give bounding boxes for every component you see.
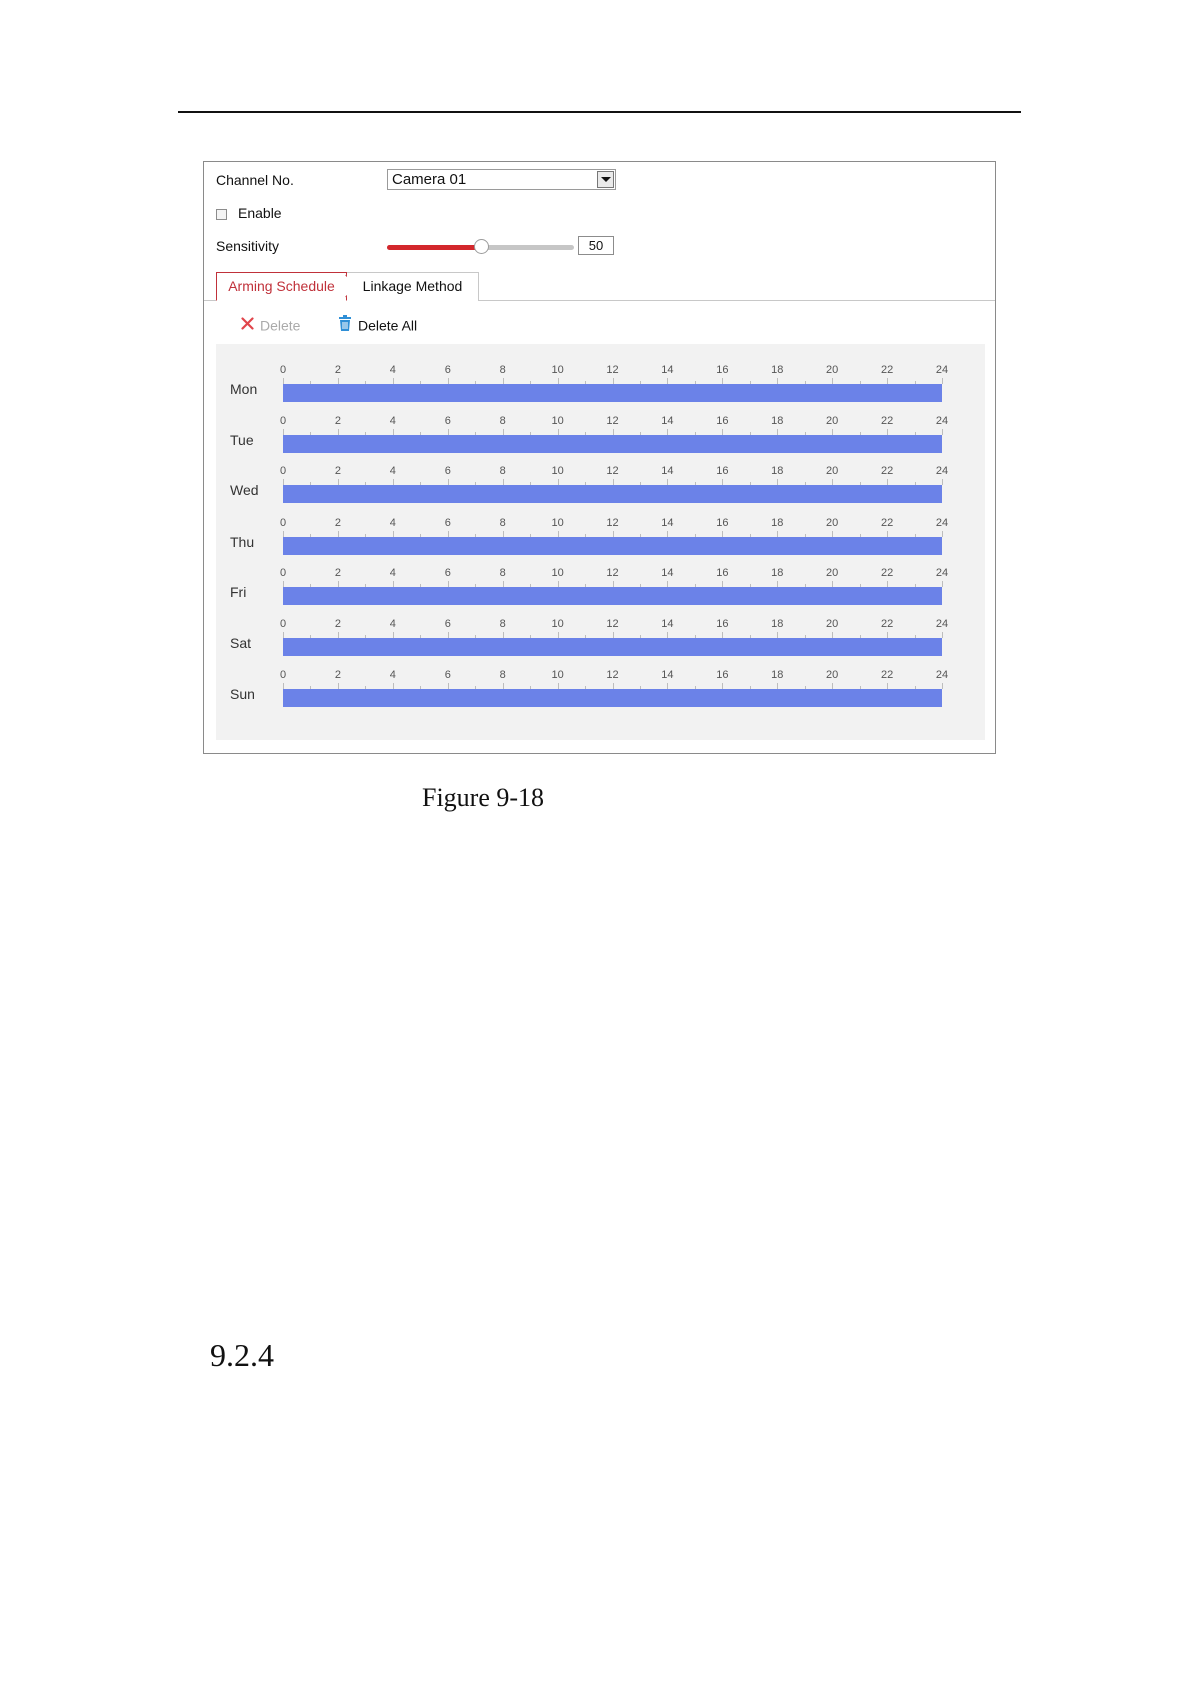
hour-tick-label: 16 (716, 669, 729, 681)
hour-tick-label: 4 (389, 364, 396, 376)
hour-tick-label: 14 (661, 517, 674, 529)
hour-tick-label: 0 (279, 364, 287, 376)
hour-tick-label: 2 (334, 465, 341, 477)
hour-tick-label: 6 (444, 465, 451, 477)
hour-tick-label: 2 (334, 517, 341, 529)
hour-tick-label: 2 (334, 669, 341, 681)
hour-tick-label: 6 (444, 415, 451, 427)
schedule-row (216, 517, 985, 565)
channel-select-value: Camera 01 (392, 171, 467, 188)
hour-tick-label: 6 (444, 517, 451, 529)
hour-tick-label: 24 (935, 669, 949, 681)
hour-tick-label: 12 (606, 618, 619, 630)
hour-tick-label: 4 (389, 669, 396, 681)
sensitivity-label: Sensitivity (216, 238, 280, 254)
time-axis (279, 618, 949, 638)
hour-tick-label: 6 (444, 567, 451, 579)
hour-tick-label: 22 (880, 415, 894, 427)
day-label: Sun (230, 686, 255, 702)
time-axis (279, 415, 949, 435)
hour-tick-label: 12 (606, 364, 619, 376)
hour-tick (942, 581, 943, 587)
arming-schedule-grid (216, 344, 985, 740)
hour-tick-label: 4 (389, 465, 396, 477)
time-axis (279, 517, 949, 537)
hour-tick-label: 14 (661, 669, 674, 681)
hour-tick-label: 10 (551, 465, 564, 477)
hour-tick-label: 10 (551, 517, 564, 529)
hour-tick-label: 22 (880, 567, 894, 579)
hour-tick-label: 16 (716, 567, 729, 579)
day-label: Fri (230, 584, 247, 600)
hour-tick-label: 2 (334, 618, 341, 630)
schedule-time-bar[interactable] (283, 587, 942, 605)
hour-tick-label: 0 (279, 415, 287, 427)
hour-tick-label: 20 (826, 465, 839, 477)
channel-select[interactable] (387, 169, 616, 190)
hour-tick-label: 8 (499, 567, 506, 579)
hour-tick-label: 4 (389, 618, 396, 630)
hour-tick-label: 8 (499, 517, 506, 529)
hour-tick-label: 12 (606, 415, 619, 427)
schedule-time-bar[interactable] (283, 485, 942, 503)
hour-tick (942, 429, 943, 435)
hour-tick (942, 479, 943, 485)
day-label: Thu (230, 534, 255, 550)
time-axis (279, 364, 949, 384)
hour-tick-label: 12 (606, 669, 619, 681)
hour-tick-label: 8 (499, 364, 506, 376)
hour-tick-label: 10 (551, 415, 564, 427)
hour-tick-label: 18 (771, 364, 784, 376)
hour-tick-label: 24 (935, 364, 949, 376)
schedule-time-bar[interactable] (283, 638, 942, 656)
trash-icon (338, 315, 352, 335)
hour-tick-label: 22 (880, 618, 894, 630)
hour-tick-label: 0 (279, 567, 287, 579)
schedule-row (216, 364, 985, 412)
hour-tick-label: 14 (661, 415, 674, 427)
hour-tick-label: 4 (389, 415, 396, 427)
hour-tick-label: 16 (716, 364, 729, 376)
hour-tick-label: 24 (935, 517, 949, 529)
hour-tick-label: 8 (499, 618, 506, 630)
hour-tick-label: 24 (935, 415, 949, 427)
sensitivity-value-field[interactable]: 50 (578, 236, 614, 255)
hour-tick-label: 6 (444, 364, 451, 376)
hour-tick-label: 24 (935, 465, 949, 477)
enable-checkbox[interactable] (216, 209, 227, 220)
time-axis (279, 465, 949, 485)
header-rule (178, 111, 1021, 113)
hour-tick-label: 16 (716, 465, 729, 477)
hour-tick-label: 8 (499, 669, 506, 681)
x-icon (241, 316, 254, 334)
hour-tick-label: 12 (606, 465, 619, 477)
hour-tick-label: 24 (935, 567, 949, 579)
hour-tick-label: 22 (880, 364, 894, 376)
hour-tick-label: 0 (279, 465, 287, 477)
hour-tick (942, 632, 943, 638)
hour-tick-label: 16 (716, 618, 729, 630)
hour-tick-label: 2 (334, 364, 341, 376)
sensitivity-slider-handle[interactable] (474, 239, 489, 254)
hour-tick-label: 22 (880, 465, 894, 477)
hour-tick-label: 2 (334, 415, 341, 427)
hour-tick-label: 16 (716, 517, 729, 529)
schedule-row (216, 465, 985, 513)
time-axis (279, 669, 949, 689)
hour-tick-label: 14 (661, 465, 674, 477)
hour-tick-label: 20 (826, 567, 839, 579)
hour-tick-label: 0 (279, 517, 287, 529)
hour-tick-label: 16 (716, 415, 729, 427)
hour-tick-label: 6 (444, 618, 451, 630)
hour-tick-label: 8 (499, 415, 506, 427)
hour-tick-label: 14 (661, 364, 674, 376)
delete-button[interactable] (241, 315, 300, 333)
hour-tick-label: 18 (771, 669, 784, 681)
hour-tick-label: 0 (279, 618, 287, 630)
schedule-time-bar[interactable] (283, 689, 942, 707)
schedule-time-bar[interactable] (283, 435, 942, 453)
hour-tick-label: 10 (551, 669, 564, 681)
hour-tick-label: 18 (771, 465, 784, 477)
hour-tick-label: 10 (551, 567, 564, 579)
delete-all-button[interactable] (338, 315, 417, 333)
hour-tick-label: 6 (444, 669, 451, 681)
schedule-row (216, 415, 985, 463)
hour-tick-label: 18 (771, 567, 784, 579)
hour-tick (942, 531, 943, 537)
hour-tick-label: 0 (279, 669, 287, 681)
schedule-time-bar[interactable] (283, 537, 942, 555)
hour-tick-label: 20 (826, 517, 839, 529)
schedule-row (216, 669, 985, 717)
hour-tick-label: 22 (880, 669, 894, 681)
day-label: Wed (230, 482, 259, 498)
hour-tick (942, 683, 943, 689)
chevron-down-icon[interactable] (597, 171, 614, 188)
hour-tick-label: 18 (771, 618, 784, 630)
day-label: Tue (230, 432, 254, 448)
channel-label: Channel No. (216, 172, 294, 188)
hour-tick-label: 20 (826, 364, 839, 376)
schedule-row (216, 618, 985, 666)
hour-tick-label: 20 (826, 415, 839, 427)
time-axis (279, 567, 949, 587)
hour-tick-label: 4 (389, 567, 396, 579)
hour-tick-label: 10 (551, 364, 564, 376)
delete-all-button-label: Delete All (358, 317, 418, 334)
hour-tick-label: 24 (935, 618, 949, 630)
hour-tick-label: 14 (661, 618, 674, 630)
hour-tick (942, 378, 943, 384)
hour-tick-label: 10 (551, 618, 564, 630)
sensitivity-slider[interactable] (387, 245, 574, 250)
tab-arming-schedule[interactable]: Arming Schedule (216, 272, 347, 301)
hour-tick-label: 22 (880, 517, 894, 529)
schedule-time-bar[interactable] (283, 384, 942, 402)
hour-tick-label: 14 (661, 567, 674, 579)
hour-tick-label: 20 (826, 618, 839, 630)
hour-tick-label: 12 (606, 517, 619, 529)
hour-tick-label: 8 (499, 465, 506, 477)
hour-tick-label: 20 (826, 669, 839, 681)
enable-label: Enable (238, 205, 282, 221)
motion-detection-panel (203, 161, 996, 754)
day-label: Sat (230, 635, 252, 651)
day-label: Mon (230, 381, 258, 397)
section-heading: 9.2.4 (210, 1337, 274, 1373)
tab-linkage-method[interactable]: Linkage Method (347, 272, 479, 301)
figure-caption: Figure 9-18 (422, 783, 545, 812)
hour-tick-label: 12 (606, 567, 619, 579)
hour-tick-label: 18 (771, 415, 784, 427)
hour-tick-label: 2 (334, 567, 341, 579)
hour-tick-label: 18 (771, 517, 784, 529)
sensitivity-slider-fill (387, 245, 481, 250)
schedule-row (216, 567, 985, 615)
hour-tick-label: 4 (389, 517, 396, 529)
delete-button-label: Delete (260, 317, 301, 334)
